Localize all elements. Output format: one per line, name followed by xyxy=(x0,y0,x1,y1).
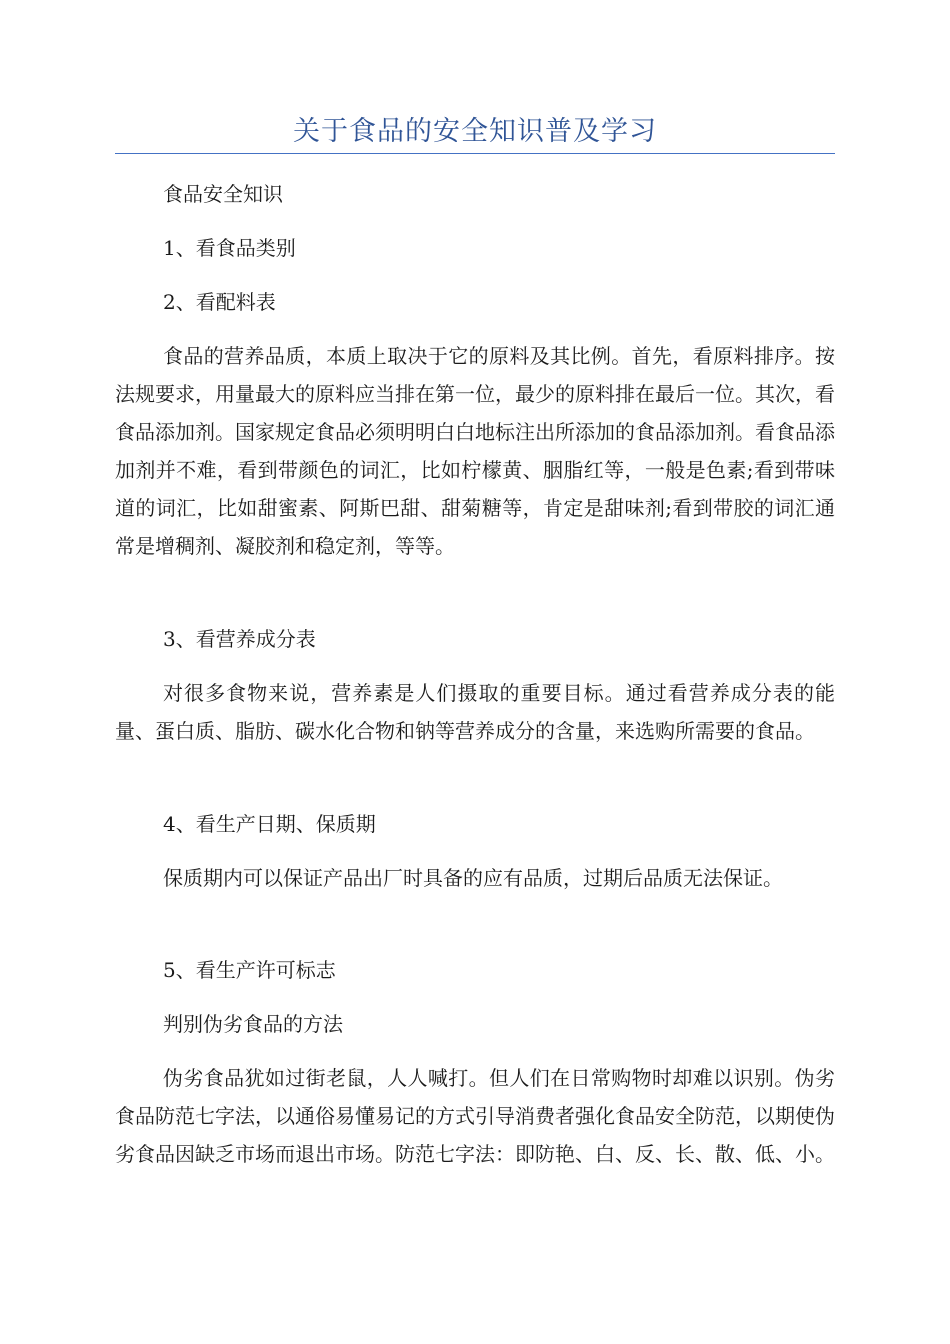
body-paragraph: 保质期内可以保证产品出厂时具备的应有品质，过期后品质无法保证。 xyxy=(163,866,783,890)
list-item: 5、看生产许可标志 xyxy=(163,958,336,982)
section-heading: 判别伪劣食品的方法 xyxy=(163,1012,343,1036)
section-heading: 食品安全知识 xyxy=(163,182,283,206)
body-paragraph: 食品的营养品质，本质上取决于它的原料及其比例。首先，看原料排序。按法规要求，用量最大的原料应当排在第一位，最少的原料排在最后一位。其次，看食品添加剂。国家规定食品必须明明白白地标注出所添加的食品添加剂。看食品添加剂并不难，看到带颜色的词汇，比如柠檬黄、胭脂红等，一般是色素;看到带味道的词汇，比如甜蜜素、阿斯巴甜、甜菊糖等，肯定是甜味剂;看到带胶的词汇通常是增稠剂、凝胶剂和稳定剂，等等。 xyxy=(115,344,835,558)
list-item: 2、看配料表 xyxy=(163,290,276,314)
list-item: 4、看生产日期、保质期 xyxy=(163,812,376,836)
body-paragraph: 对很多食物来说，营养素是人们摄取的重要目标。通过看营养成分表的能量、蛋白质、脂肪、碳水化合物和钠等营养成分的含量，来选购所需要的食品。 xyxy=(115,681,835,743)
title-underline xyxy=(115,153,835,154)
list-item: 1、看食品类别 xyxy=(163,236,296,260)
document-title: 关于食品的安全知识普及学习 xyxy=(293,116,657,147)
body-paragraph: 伪劣食品犹如过街老鼠，人人喊打。但人们在日常购物时却难以识别。伪劣食品防范七字法，以通俗易懂易记的方式引导消费者强化食品安全防范，以期使伪劣食品因缺乏市场而退出市场。防范七字法：即防艳、白、反、长、散、低、小。 xyxy=(115,1066,835,1166)
list-item: 3、看营养成分表 xyxy=(163,627,316,651)
